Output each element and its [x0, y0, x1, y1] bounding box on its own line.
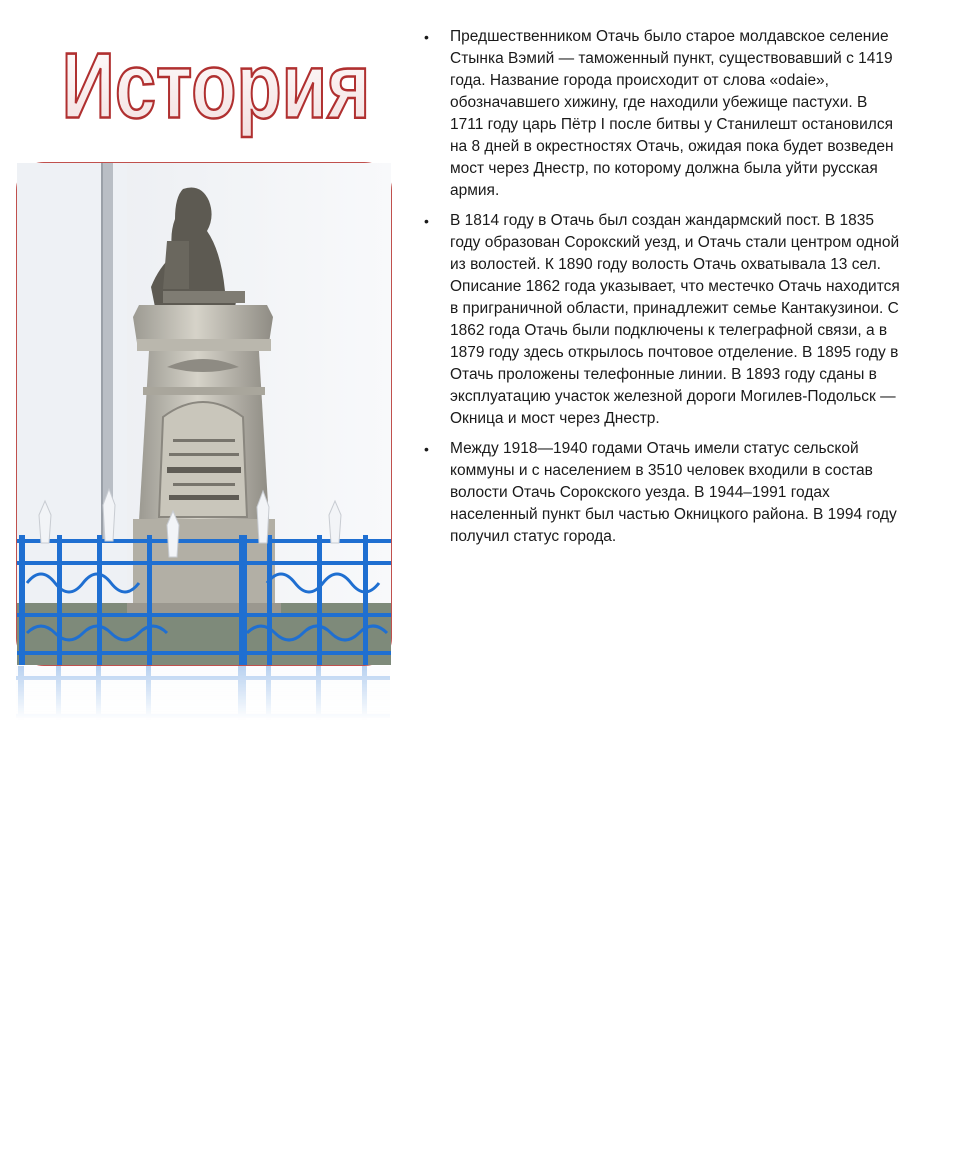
bullet-marker: •: [424, 441, 429, 457]
monument-photo: [16, 162, 392, 666]
history-text: [422, 26, 902, 556]
reflection-illustration: [16, 666, 390, 1168]
slide-title: [61, 20, 371, 160]
list-item: [422, 438, 902, 548]
photo-reflection: [16, 666, 390, 720]
bullet-marker: •: [424, 213, 429, 229]
bullet-marker: •: [424, 29, 429, 45]
list-item: [422, 210, 902, 430]
bullet-text: В 1814 году в Отачь был создан жандармский пост. В 1835 году образован Сорокский уезд, и Отачь стали центром одной из волостей. К 1890 году волость Отачь охватывала 13 сел. Описание 1862 года указывает, что местечко Отачь находится в приграничной области, принадлежит семье Кантакузинои. С 1862 года Отачь были подключены к телеграфной связи, а в 1879 году здесь открылось почтовое отделение. В 1895 году в Отачь проложены телефонные линии. В 1893 году сданы в эксплуатацию участок железной дороги Могилев-Подольск — Окница и мост через Днестр.: [450, 212, 900, 427]
bullet-list: [422, 26, 902, 548]
list-item: [422, 26, 902, 202]
bullet-text: Между 1918—1940 годами Отачь имели статус сельской коммуны и с населением в 3510 человек входили в состав волости Отачь Сорокского уезда. В 1944–1991 годах населенный пункт был частью Окницкого района. В 1994 году получил статус города.: [450, 440, 897, 545]
bullet-text: Предшественником Отачь было старое молдавское селение Стынка Вэмий — таможенный пункт, существовавший с 1419 года. Название города происходит от слова «odaie», обозначавшего хижину, где находили убежище пастухи. В 1711 году царь Пётр I после битвы у Станилешт остановился на 8 дней в окрестностях Отачь, ожидая пока будет возведен мост через Днестр, по которому должна была уйти русская армия.: [450, 28, 894, 199]
title-wordart: [61, 20, 371, 160]
monument-illustration: [17, 163, 391, 665]
title-text: История: [61, 33, 371, 138]
